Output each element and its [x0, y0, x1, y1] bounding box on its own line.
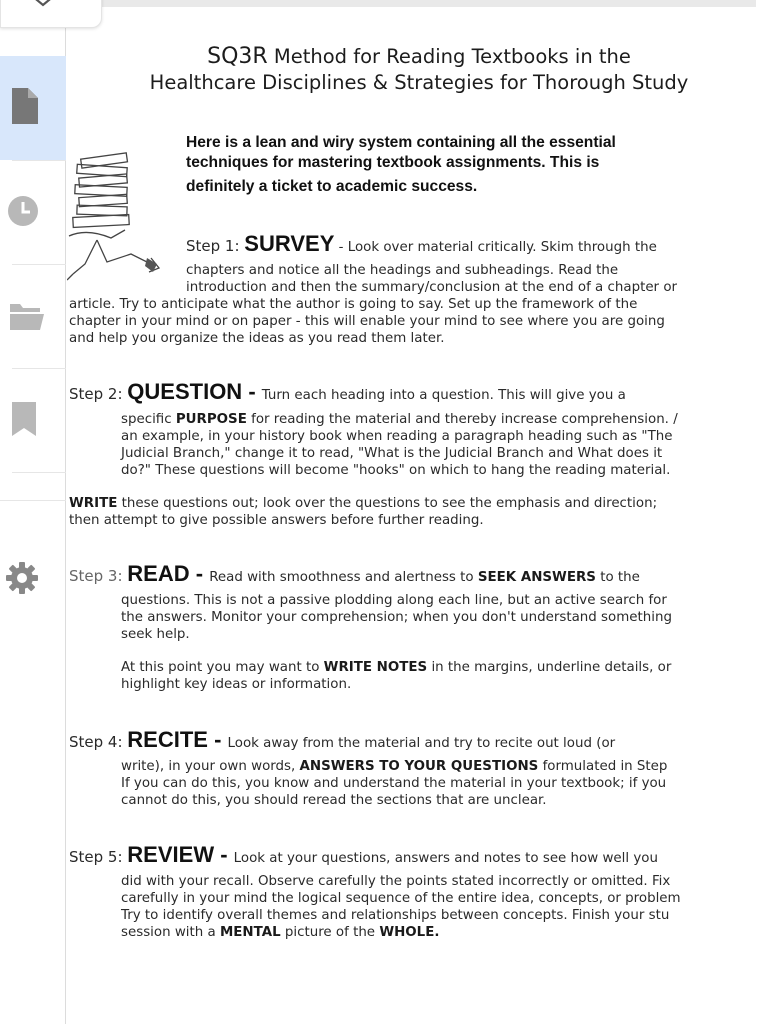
sidebar-divider	[12, 472, 66, 473]
intro-paragraph	[186, 132, 746, 198]
step3-label: Step 3:	[69, 567, 128, 585]
step3-text: Read with smoothness and alertness to	[209, 570, 478, 585]
step3-heading: READ	[127, 561, 190, 586]
mental-emphasis: MENTAL	[219, 925, 281, 940]
intro-line: Here is a lean and wiry system containing all the essential	[186, 134, 616, 151]
step3-line: seek help.	[121, 627, 190, 642]
step1-line1	[186, 231, 657, 257]
step5-label: Step 5:	[69, 848, 128, 866]
step1-heading: SURVEY	[244, 231, 335, 256]
step2-heading: QUESTION	[127, 379, 243, 404]
step2-text: specific	[121, 412, 176, 427]
close-tab[interactable]	[0, 0, 102, 28]
step3-text: to the	[595, 570, 640, 585]
clock-icon	[6, 194, 40, 228]
step5-line: did with your recall. Observe carefully the points stated incorrectly or omitted. Fix	[121, 874, 671, 889]
step1-label: Step 1:	[186, 237, 245, 255]
step4-line	[121, 759, 667, 776]
step2-line	[121, 412, 678, 429]
step5-line	[121, 925, 439, 942]
step2-line1	[69, 379, 626, 405]
write-notes-emphasis: WRITE NOTES	[323, 660, 428, 675]
step2-line: then attempt to give possible answers before further reading.	[69, 513, 484, 528]
step1-text: Look over material critically. Skim through the	[347, 240, 657, 255]
step2-line: an example, in your history book when reading a paragraph heading such as "The	[121, 429, 673, 444]
step3-text: At this point you may want to	[121, 660, 324, 675]
step1-dash: -	[334, 240, 348, 255]
step2-text: Turn each heading into a question. This will give you a	[261, 388, 626, 403]
step2-text: for reading the material and thereby increase comprehension. /	[251, 412, 678, 427]
title-acronym: SQ3R	[207, 44, 268, 69]
sidebar-item-document[interactable]	[0, 56, 66, 160]
step1-line: chapters and notice all the headings and subheadings. Read the	[186, 263, 619, 278]
step4-heading: RECITE	[127, 727, 208, 752]
sidebar-item-settings[interactable]	[0, 528, 66, 632]
sidebar	[0, 28, 66, 1024]
whole-emphasis: WHOLE.	[379, 925, 440, 940]
step5-text: picture of the	[280, 925, 380, 940]
intro-line: definitely a ticket to academic success.	[186, 178, 478, 195]
step3-text: in the margins, underline details, or	[427, 660, 672, 675]
title-line1: Method for Reading Textbooks in the	[267, 45, 631, 68]
bookmark-icon	[10, 400, 40, 440]
step5-dash: -	[214, 842, 234, 867]
step3-note-line	[121, 660, 671, 677]
step1-line: article. Try to anticipate what the author is going to say. Set up the framework of the	[69, 297, 638, 312]
seek-answers-emphasis: SEEK ANSWERS	[477, 570, 596, 585]
step3-line1	[69, 561, 640, 587]
write-emphasis: WRITE	[69, 496, 118, 511]
step1-line: introduction and then the summary/conclusion at the end of a chapter or	[186, 280, 678, 295]
step5-line1	[69, 842, 658, 868]
answers-emphasis: ANSWERS TO YOUR QUESTIONS	[299, 759, 539, 774]
sidebar-item-recent[interactable]	[0, 160, 66, 264]
step5-line: carefully in your mind the logical sequence of the entire idea, concepts, or problem	[121, 891, 681, 906]
step2-line: do?" These questions will become "hooks" on which to hang the reading material.	[121, 463, 671, 478]
close-icon[interactable]	[23, 0, 63, 19]
step5-heading: REVIEW	[127, 842, 215, 867]
page-title	[119, 44, 719, 96]
step5-text: Look at your questions, answers and notes to see how well you	[233, 851, 658, 866]
step1-line: chapter in your mind or on paper - this will enable your mind to see where you are going	[69, 314, 665, 329]
step4-line: cannot do this, you should reread the sections that are unclear.	[121, 793, 547, 808]
gear-icon	[4, 560, 40, 596]
step4-line: If you can do this, you know and understand the material in your textbook; if you	[121, 776, 667, 791]
step5-line: Try to identify overall themes and relationships between concepts. Finish your stu	[121, 908, 670, 923]
folder-icon	[8, 300, 44, 332]
step3-dash: -	[189, 561, 210, 586]
step4-label: Step 4:	[69, 733, 128, 751]
sidebar-divider	[0, 500, 66, 501]
step5-text: session with a	[121, 925, 220, 940]
step4-text: write), in your own words,	[121, 759, 300, 774]
document-page	[67, 0, 768, 1024]
step3-line: the answers. Monitor your comprehension; when you don't understand something	[121, 610, 672, 625]
step2-label: Step 2:	[69, 385, 128, 403]
document-icon	[10, 86, 40, 126]
step2-line: Judicial Branch," change it to read, "What is the Judicial Branch and What does it	[121, 446, 663, 461]
step4-dash: -	[207, 727, 228, 752]
step3-note-line: highlight key ideas or information.	[121, 677, 352, 692]
step1-line: and help you organize the ideas as you read them later.	[69, 331, 445, 346]
step4-line1	[69, 727, 616, 753]
sidebar-item-folder[interactable]	[0, 264, 66, 368]
step2-write-line	[69, 496, 657, 513]
intro-line: techniques for mastering textbook assignments. This is	[186, 154, 600, 171]
step4-text: formulated in Step	[538, 759, 668, 774]
step2-dash: -	[242, 379, 262, 404]
sidebar-item-bookmarks[interactable]	[0, 368, 66, 472]
step4-text: Look away from the material and try to recite out loud (or	[227, 736, 616, 751]
step3-line: questions. This is not a passive plodding along each line, but an active search for	[121, 593, 667, 608]
purpose-emphasis: PURPOSE	[175, 412, 247, 427]
title-line2: Healthcare Disciplines & Strategies for Thorough Study	[149, 71, 689, 94]
step2-text: these questions out; look over the questions to see the emphasis and direction;	[117, 496, 658, 511]
man-carrying-books-illustration	[67, 150, 163, 286]
